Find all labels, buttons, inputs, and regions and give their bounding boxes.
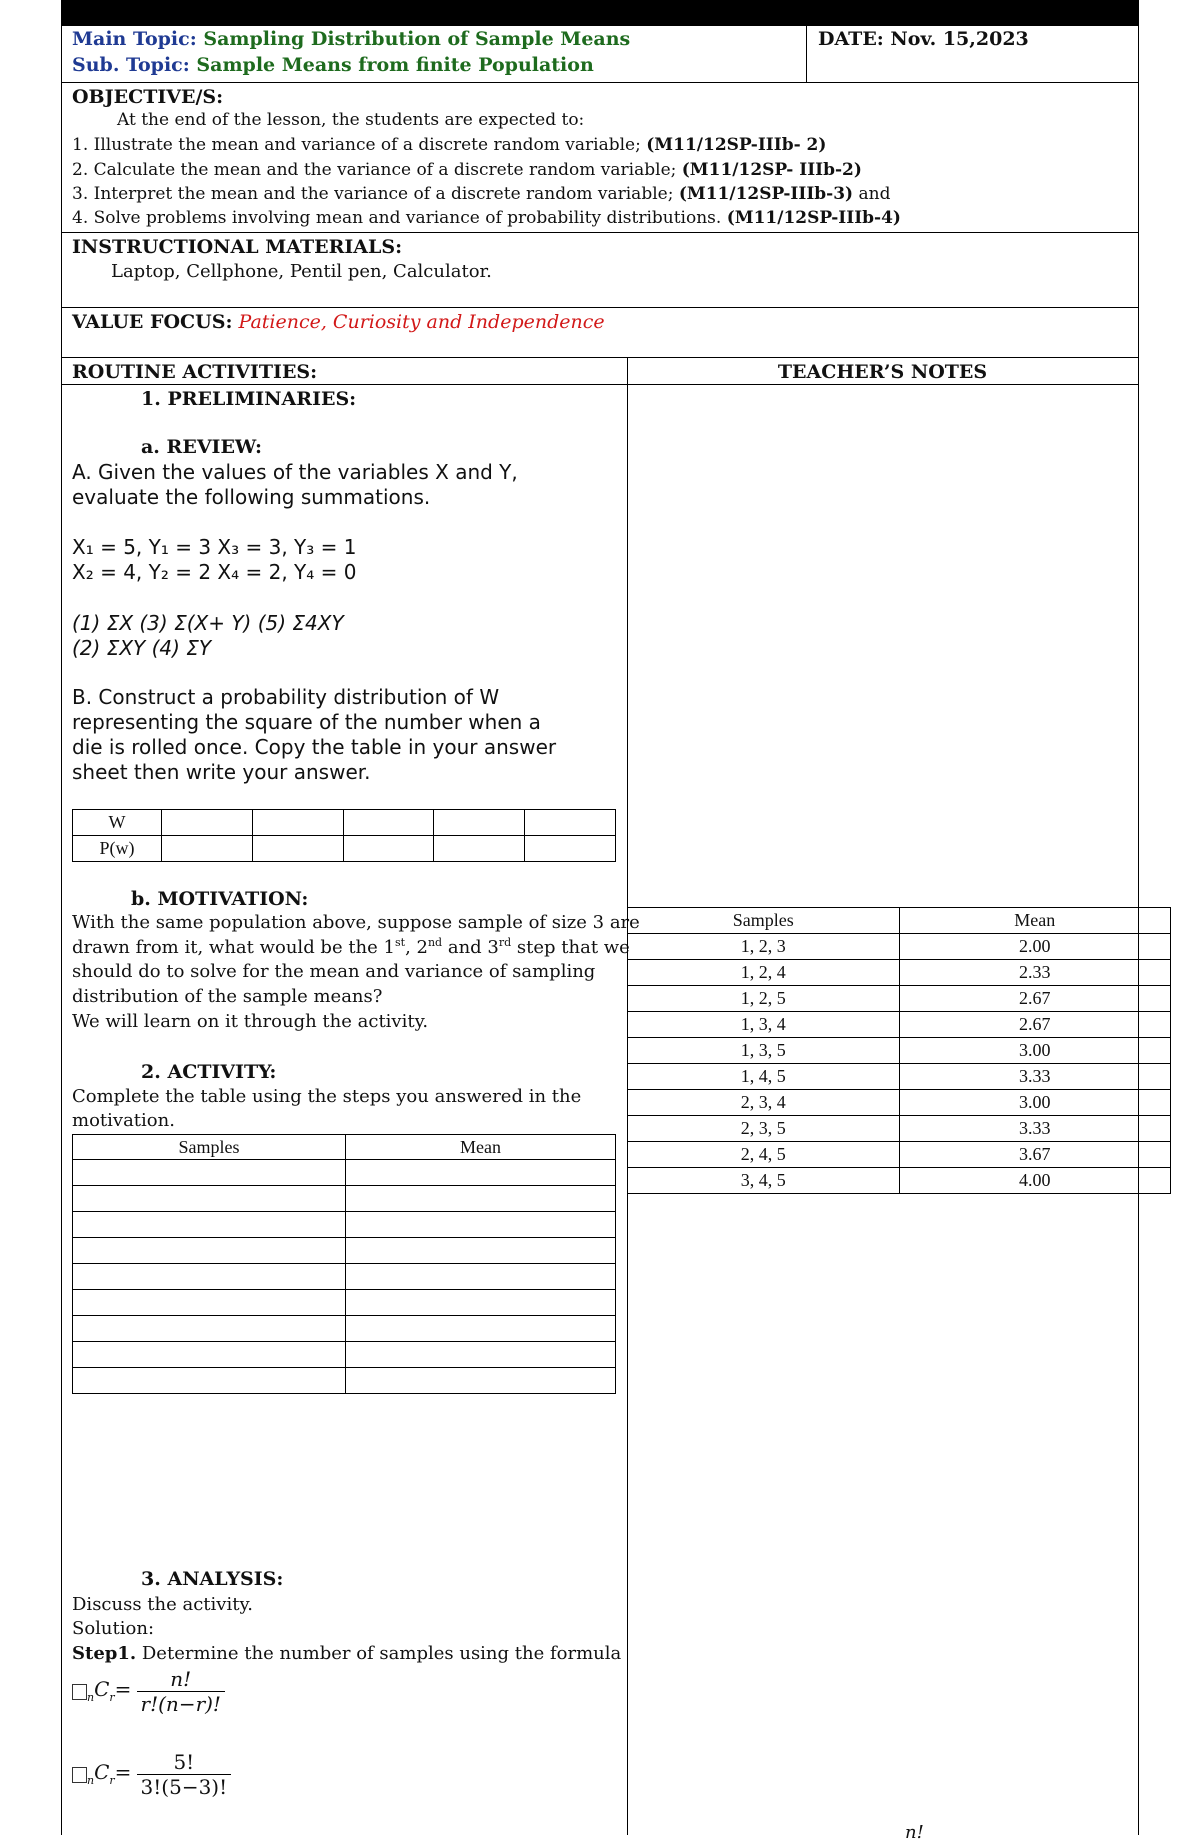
notes-mean-cell: 2.00 — [899, 934, 1170, 960]
notes-samples-cell: 1, 3, 5 — [628, 1038, 900, 1064]
missing-glyph-icon — [72, 1684, 87, 1700]
review-values-2: X₂ = 4, Y₂ = 2 X₄ = 2, Y₄ = 0 — [72, 560, 357, 584]
activity-table — [72, 1134, 616, 1394]
notes-mean-cell: 2.33 — [899, 960, 1170, 986]
notes-mean-cell: 4.00 — [899, 1168, 1170, 1194]
materials-text: Laptop, Cellphone, Pentil pen, Calculator. — [111, 261, 492, 282]
review-summations-2: (2) ΣXY (4) ΣY — [72, 636, 212, 660]
table-cell[interactable] — [434, 836, 525, 862]
top-black-bar — [61, 0, 1139, 26]
notes-col-mean: Mean — [899, 908, 1170, 934]
notes-samples-cell: 2, 4, 5 — [628, 1142, 900, 1168]
notes-samples-cell: 1, 2, 5 — [628, 986, 900, 1012]
review-a-line1: A. Given the values of the variables X and Y, — [72, 460, 518, 484]
review-b-line: die is rolled once. Copy the table in your answer — [72, 735, 557, 759]
review-b-line: sheet then write your answer. — [72, 760, 371, 784]
w-label: W — [73, 810, 162, 836]
table-cell[interactable] — [73, 1160, 346, 1186]
notes-mean-cell: 3.00 — [899, 1038, 1170, 1064]
table-cell[interactable] — [525, 810, 616, 836]
notes-samples-cell: 1, 4, 5 — [628, 1064, 900, 1090]
col-samples-header: Samples — [73, 1135, 346, 1160]
objective-item: 2. Calculate the mean and the variance of a discrete random variable; (M11/12SP- IIIb-2) — [72, 160, 862, 180]
table-cell[interactable] — [343, 836, 434, 862]
rule-routine — [61, 384, 1139, 385]
table-cell[interactable] — [73, 1368, 346, 1394]
table-cell[interactable] — [73, 1238, 346, 1264]
table-cell[interactable] — [525, 836, 616, 862]
notes-samples-cell: 1, 3, 4 — [628, 1012, 900, 1038]
main-topic: Main Topic: Sampling Distribution of Sample Means — [72, 28, 631, 50]
rule-materials — [61, 307, 1139, 308]
analysis-step1: Step1. Determine the number of samples using the formula — [72, 1643, 622, 1664]
table-cell[interactable] — [73, 1264, 346, 1290]
routine-title: ROUTINE ACTIVITIES: — [72, 361, 318, 383]
preliminaries-title: 1. PRELIMINARIES: — [141, 388, 357, 410]
notes-samples-cell: 1, 2, 4 — [628, 960, 900, 986]
table-cell[interactable] — [346, 1290, 616, 1316]
table-cell[interactable] — [346, 1316, 616, 1342]
review-b-line: representing the square of the number when a — [72, 710, 541, 734]
table-cell[interactable] — [343, 810, 434, 836]
rule-objectives — [61, 232, 1139, 233]
table-cell[interactable] — [346, 1264, 616, 1290]
objectives-intro: At the end of the lesson, the students are expected to: — [117, 110, 585, 130]
table-cell[interactable] — [73, 1212, 346, 1238]
notes-samples-cell: 2, 3, 5 — [628, 1116, 900, 1142]
formula-fraction: $\frac{n!}{r!(n-r)!}$ — [137, 1667, 225, 1716]
table-cell[interactable] — [73, 1342, 346, 1368]
table-cell[interactable] — [434, 810, 525, 836]
rule-header — [61, 82, 1139, 83]
table-cell[interactable] — [162, 810, 253, 836]
table-cell[interactable] — [252, 810, 343, 836]
teachers-notes-title: TEACHER’S NOTES — [777, 361, 988, 383]
notes-samples-cell: 1, 2, 3 — [628, 934, 900, 960]
table-cell[interactable] — [346, 1342, 616, 1368]
col-mean-header: Mean — [346, 1135, 616, 1160]
activity-title: 2. ACTIVITY: — [141, 1061, 277, 1083]
motivation-title: b. MOTIVATION: — [131, 888, 309, 910]
combination-formula: $_nC_r=$ $\frac{n!}{r!(n-r)!}$ — [72, 1667, 225, 1716]
review-summations-1: (1) ΣX (3) Σ(X+ Y) (5) Σ4XY — [72, 611, 344, 635]
objective-item: 1. Illustrate the mean and variance of a discrete random variable; (M11/12SP-IIIb- 2) — [72, 135, 827, 155]
motivation-line: should do to solve for the mean and variance of sampling — [72, 961, 596, 982]
table-cell[interactable] — [73, 1290, 346, 1316]
analysis-title: 3. ANALYSIS: — [141, 1568, 284, 1590]
materials-title: INSTRUCTIONAL MATERIALS: — [72, 236, 403, 258]
review-a-line2: evaluate the following summations. — [72, 485, 431, 509]
activity-line2: motivation. — [72, 1110, 175, 1131]
objectives-title: OBJECTIVE/S: — [72, 86, 224, 108]
objective-item: 3. Interpret the mean and the variance of a discrete random variable; (M11/12SP-IIIb-3) and — [72, 184, 891, 204]
value-focus: VALUE FOCUS: Patience, Curiosity and Independence — [72, 311, 605, 333]
motivation-line: With the same population above, suppose sample of size 3 are — [72, 912, 640, 933]
objective-item: 4. Solve problems involving mean and variance of probability distributions. (M11/12SP-IIIb-4) — [72, 208, 901, 228]
rule-value — [61, 357, 1139, 358]
notes-mean-cell: 3.00 — [899, 1090, 1170, 1116]
motivation-line: drawn from it, what would be the 1st, 2nd and 3rd step that we — [72, 936, 630, 958]
table-cell[interactable] — [346, 1238, 616, 1264]
probability-table — [72, 809, 616, 862]
cut-off-fragment: n! — [905, 1822, 924, 1843]
table-cell[interactable] — [346, 1368, 616, 1394]
table-cell[interactable] — [346, 1186, 616, 1212]
table-cell[interactable] — [162, 836, 253, 862]
notes-mean-cell: 3.67 — [899, 1142, 1170, 1168]
analysis-line1: Discuss the activity. — [72, 1594, 253, 1615]
table-cell[interactable] — [346, 1160, 616, 1186]
notes-mean-cell: 2.67 — [899, 986, 1170, 1012]
motivation-line: We will learn on it through the activity. — [72, 1011, 429, 1032]
combination-substituted: $_nC_r=$ $\frac{5!}{3!(5-3)!}$ — [72, 1750, 231, 1799]
date: DATE: Nov. 15,2023 — [818, 28, 1029, 50]
review-b-line: B. Construct a probability distribution of W — [72, 685, 500, 709]
review-title: a. REVIEW: — [141, 436, 262, 458]
notes-table — [627, 907, 1171, 1194]
notes-mean-cell: 2.67 — [899, 1012, 1170, 1038]
table-cell[interactable] — [252, 836, 343, 862]
sub-topic: Sub. Topic: Sample Means from finite Population — [72, 54, 594, 76]
activity-line1: Complete the table using the steps you answered in the — [72, 1086, 582, 1107]
analysis-line2: Solution: — [72, 1618, 155, 1639]
notes-mean-cell: 3.33 — [899, 1116, 1170, 1142]
review-values-1: X₁ = 5, Y₁ = 3 X₃ = 3, Y₃ = 1 — [72, 535, 357, 559]
table-cell[interactable] — [346, 1212, 616, 1238]
missing-glyph-icon — [72, 1767, 87, 1783]
notes-samples-cell: 3, 4, 5 — [628, 1168, 900, 1194]
table-cell[interactable] — [73, 1186, 346, 1212]
notes-mean-cell: 3.33 — [899, 1064, 1170, 1090]
formula-fraction: $\frac{5!}{3!(5-3)!}$ — [137, 1750, 232, 1799]
pw-label: P(w) — [73, 836, 162, 862]
notes-samples-cell: 2, 3, 4 — [628, 1090, 900, 1116]
date-divider — [806, 26, 807, 82]
table-cell[interactable] — [73, 1316, 346, 1342]
left-border — [61, 26, 62, 1835]
motivation-line: distribution of the sample means? — [72, 986, 383, 1007]
notes-col-samples: Samples — [628, 908, 900, 934]
